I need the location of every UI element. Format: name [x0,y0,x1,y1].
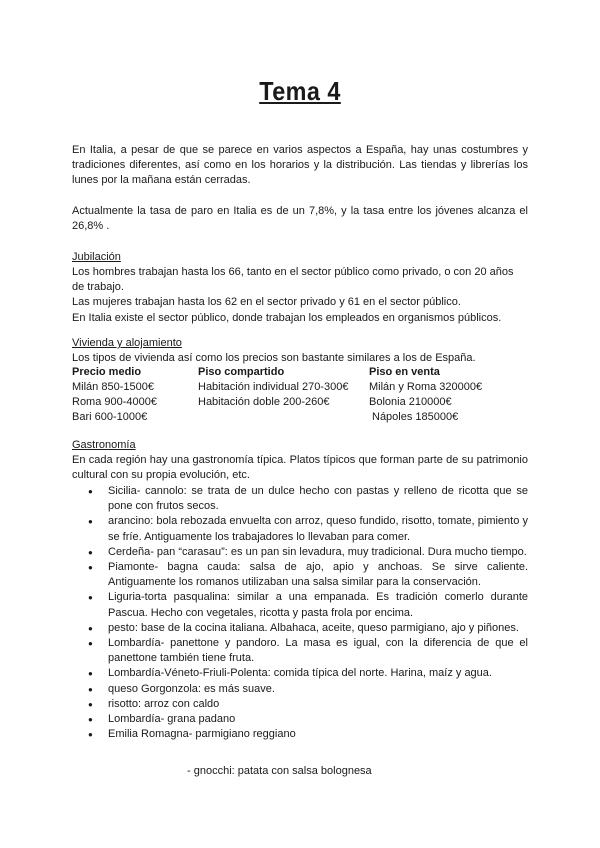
list-item: ● Sicilia- cannolo: se trata de un dulce hecho con pastas y relleno de ricotta que se pone con frutos secos. [72,484,528,514]
jubilacion-line: Las mujeres trabajan hasta los 62 en el sector privado y 61 en el sector público. [72,296,461,309]
list-item: ● Lombardía- panettone y pandoro. La masa es igual, con la diferencia de que el panettone también tiene fruta. [72,636,528,666]
gastronomia-list [72,484,528,742]
list-item: ● pesto: base de la cocina italiana. Albahaca, aceite, queso parmigiano, ajo y piñones. [72,621,528,636]
list-item: ● queso Gorgonzola: es más suave. [72,682,528,697]
gastronomia-heading: Gastronomía [72,439,136,451]
column-header: Precio medio [72,366,142,378]
table-cell: Bolonia 210000€ [369,396,452,408]
jubilacion-text [72,265,528,326]
table-row [72,380,528,395]
list-item: ● Cerdeña- pan “carasau”: es un pan sin levadura, muy tradicional. Dura mucho tiempo. [72,545,528,560]
table-cell: Milán y Roma 320000€ [369,381,483,393]
table-cell: Habitación doble 200-260€ [198,396,330,408]
list-item: ● Lombardía- grana padano [72,712,528,727]
column-header: Piso compartido [198,366,285,378]
list-item: ● Lombardía-Véneto-Friuli-Polenta: comida típica del norte. Harina, maíz y agua. [72,666,528,681]
list-subitem: - gnocchi: patata con salsa bolognesa [187,765,372,777]
gastronomia-intro: En cada región hay una gastronomía típica. Platos típicos que forman parte de su patrimonio cultural con su propia evolución, etc. [72,454,528,482]
vivienda-table-header [72,365,528,380]
table-row [72,395,528,410]
table-cell: Roma 900-4000€ [72,396,158,408]
table-cell: Milán 850-1500€ [72,381,154,393]
jubilacion-line: En Italia existe el sector público, donde trabajan los empleados en organismos públicos. [72,311,502,324]
column-header: Piso en venta [369,366,440,378]
jubilacion-line: Los hombres trabajan hasta los 66, tanto en el sector público como privado, o con 20 años de trabajo. [72,266,514,294]
vivienda-heading: Vivienda y alojamiento [72,337,182,349]
table-cell: Habitación individual 270-300€ [198,381,349,393]
table-cell: Bari 600-1000€ [72,411,148,423]
vivienda-intro: Los tipos de vivienda así como los precios son bastante similares a los de España. [72,352,476,364]
intro-paragraph-2: Actualmente la tasa de paro en Italia es de un 7,8%, y la tasa entre los jóvenes alcanza el 26,8% . [72,205,528,233]
table-row [72,410,528,425]
jubilacion-heading: Jubilación [72,251,121,263]
intro-paragraph-1: En Italia, a pesar de que se parece en varios aspectos a España, hay unas costumbres y tradiciones diferentes, así como en los horarios y la distribución. Las tiendas y librerías los lunes por la mañana están cerradas. [72,144,528,187]
list-item: ● Liguria-torta pasqualina: similar a una empanada. Es tradición comerlo durante Pascua. Hecho con vegetales, ricotta y pasta frola por encima. [72,590,528,620]
list-item: ● Emilia Romagna- parmigiano reggiano [72,727,528,742]
list-item: ● arancino: bola rebozada envuelta con arroz, queso fundido, risotto, tomate, pimiento y se fríe. Antiguamente los trabajadores lo llevaban para comer. [72,514,528,544]
page-title: Tema 4 [259,76,341,106]
list-item: ● risotto: arroz con caldo [72,697,528,712]
table-cell: Nápoles 185000€ [372,411,459,423]
list-item: ● Piamonte- bagna cauda: salsa de ajo, apio y anchoas. Se sirve caliente. Antiguamente los romanos utilizaban una salsa similar para la conservación. [72,560,528,590]
